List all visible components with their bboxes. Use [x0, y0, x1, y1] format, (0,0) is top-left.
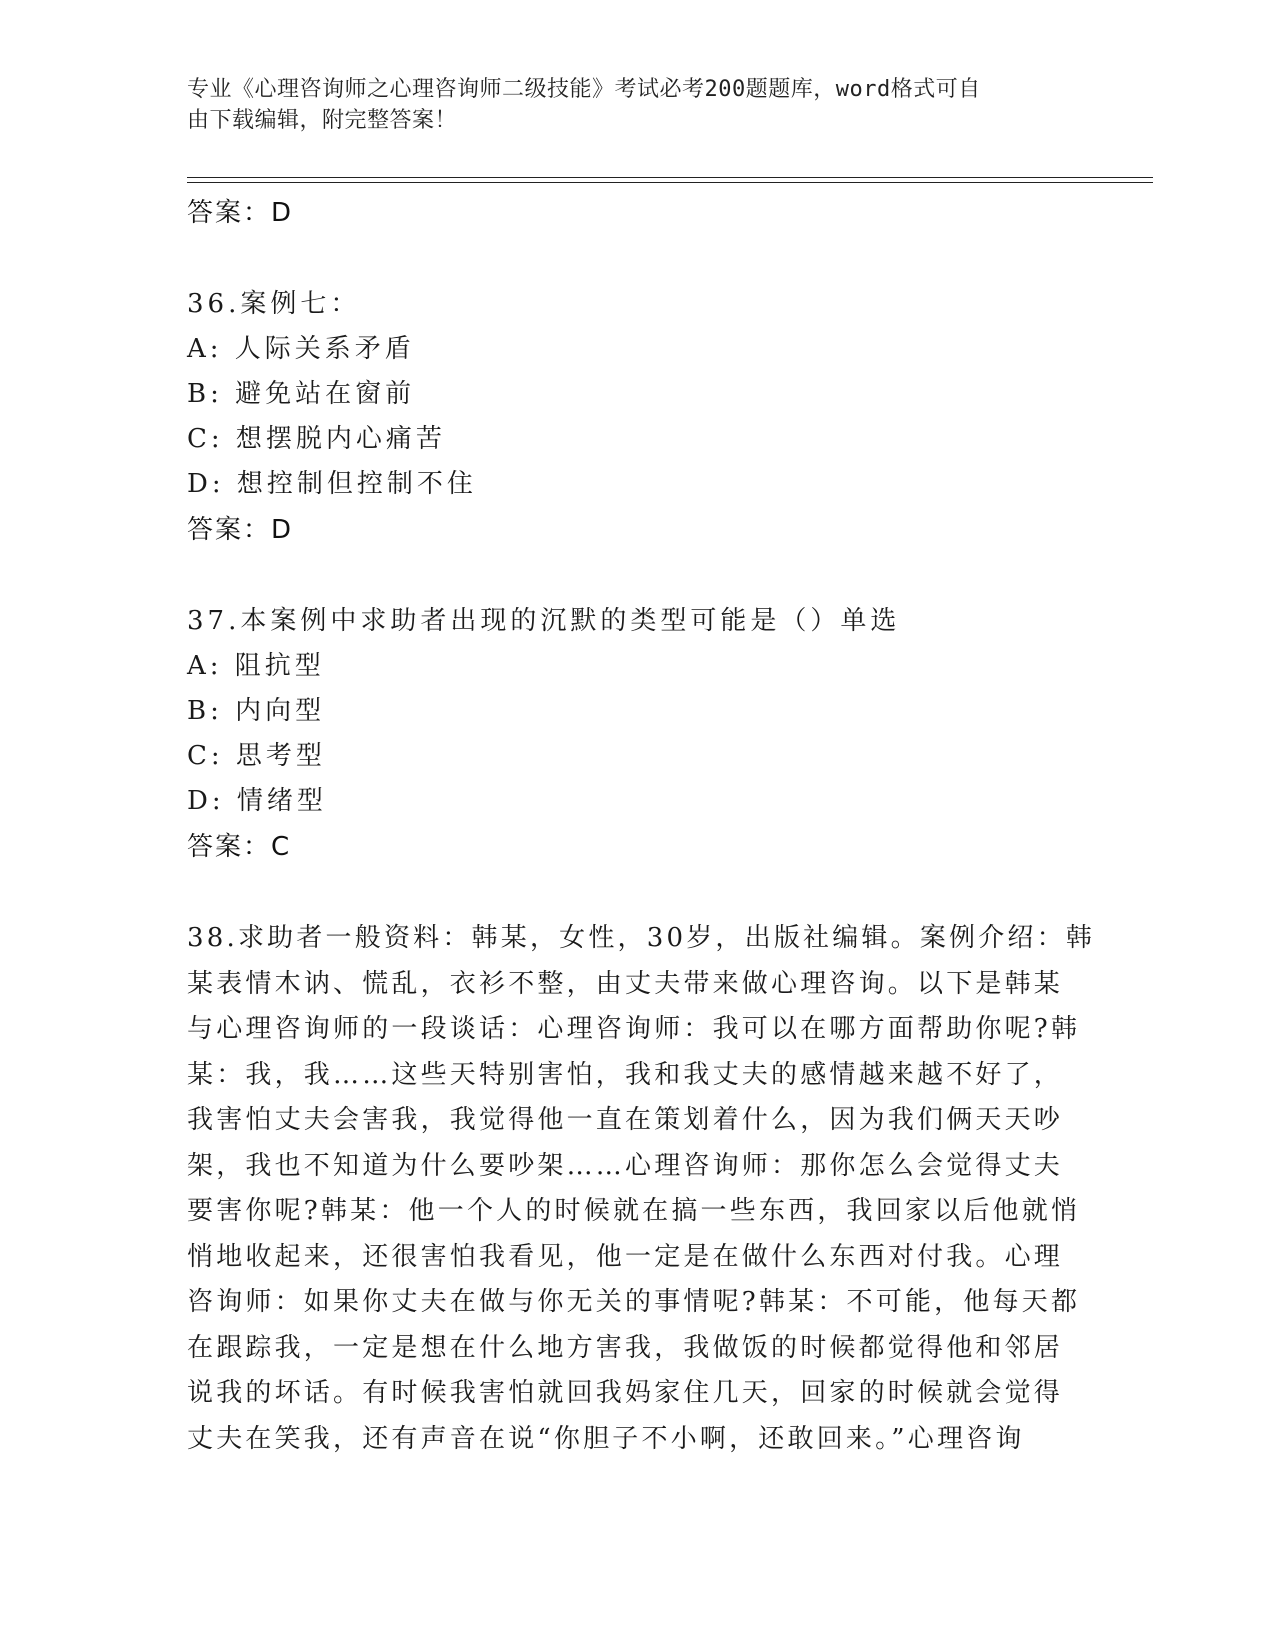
option-b: B: 避免站在窗前 [187, 379, 416, 409]
case-line: 悄地收起来，还很害怕我看见，他一定是在做什么东西对付我。心理 [187, 1241, 1064, 1272]
case-line: 架，我也不知道为什么要吵架……心理咨询师：那你怎么会觉得丈夫 [187, 1150, 1064, 1181]
option-a: A: 人际关系矛盾 [187, 334, 415, 364]
question-37 [187, 599, 1087, 870]
case-line: 38.求助者一般资料：韩某，女性，30岁，出版社编辑。案例介绍：韩 [187, 923, 1096, 953]
case-line: 某：我，我……这些天特别害怕，我和我丈夫的感情越来越不好了， [187, 1059, 1064, 1090]
case-line: 与心理咨询师的一段谈话：心理咨询师：我可以在哪方面帮助你呢?韩 [187, 1014, 1081, 1044]
header-line-2: 由下载编辑，附完整答案！ [187, 108, 458, 133]
question-38-case-text [187, 916, 1096, 1462]
case-line: 丈夫在笑我，还有声音在说“你胆子不小啊，还敢回来。”心理咨询 [187, 1423, 1025, 1454]
answer-q37: 答案：C [187, 832, 292, 862]
case-line: 咨询师：如果你丈夫在做与你无关的事情呢?韩某：不可能，他每天都 [187, 1287, 1081, 1317]
option-a: A: 阻抗型 [187, 651, 325, 681]
option-d: D: 情绪型 [187, 786, 327, 816]
answer-q36: 答案：D [187, 515, 294, 545]
question-title: 36.案例七： [187, 289, 361, 319]
spacer [187, 236, 1087, 282]
spacer [187, 870, 1087, 916]
question-title: 37.本案例中求助者出现的沉默的类型可能是（）单选 [187, 606, 901, 636]
option-c: C: 想摆脱内心痛苦 [187, 424, 446, 454]
case-line: 要害你呢?韩某：他一个人的时候就在搞一些东西，我回家以后他就悄 [187, 1196, 1081, 1226]
case-line: 某表情木讷、慌乱，衣衫不整，由丈夫带来做心理咨询。以下是韩某 [187, 968, 1064, 999]
option-d: D: 想控制但控制不住 [187, 469, 477, 499]
spacer [187, 553, 1087, 599]
document-header [187, 74, 1067, 136]
answer-q35: 答案：D [187, 198, 294, 228]
case-line: 说我的坏话。有时候我害怕就回我妈家住几天，回家的时候就会觉得 [187, 1378, 1064, 1408]
case-line: 我害怕丈夫会害我，我觉得他一直在策划着什么，因为我们俩天天吵 [187, 1105, 1064, 1135]
header-double-rule [187, 177, 1153, 183]
option-c: C: 思考型 [187, 741, 326, 771]
question-36 [187, 282, 1087, 553]
header-line-1: 专业《心理咨询师之心理咨询师二级技能》考试必考200题题库，word格式可自 [187, 77, 981, 102]
option-b: B: 内向型 [187, 696, 326, 726]
case-line: 在跟踪我，一定是想在什么地方害我，我做饭的时候都觉得他和邻居 [187, 1332, 1064, 1363]
document-body [187, 190, 1096, 1462]
